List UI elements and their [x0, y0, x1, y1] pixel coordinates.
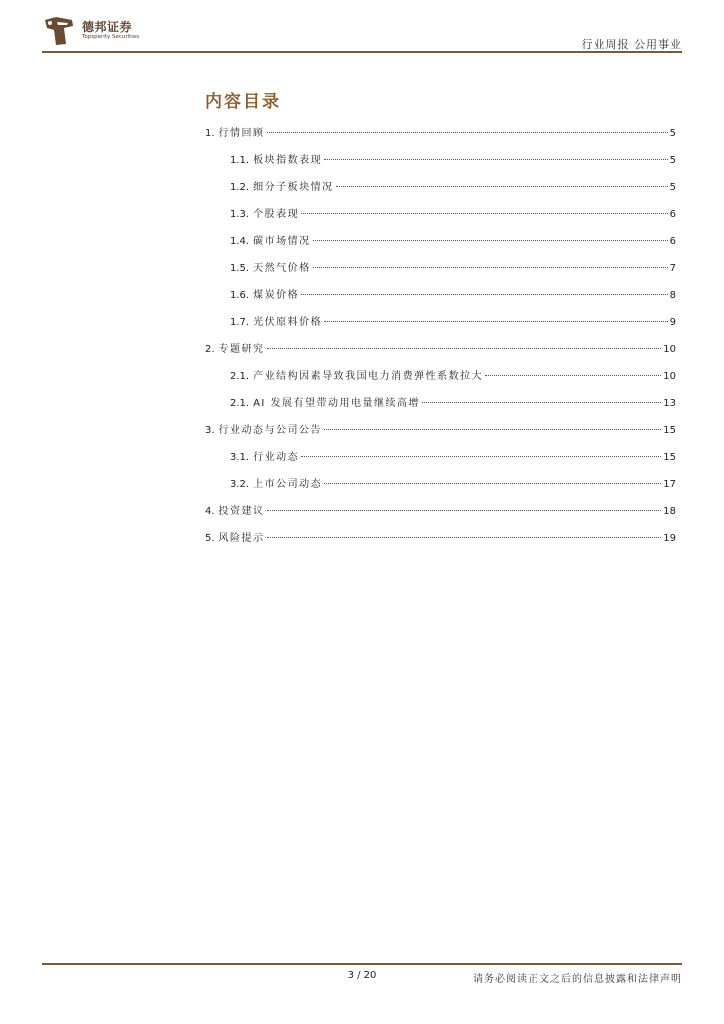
toc-entry-number: 3.2. — [230, 479, 250, 490]
toc-dot-leader — [422, 402, 661, 403]
toc-dot-leader — [301, 213, 668, 214]
toc-entry-title: 个股表现 — [253, 209, 300, 220]
toc-entry-page: 8 — [669, 290, 676, 301]
toc-entry-page: 5 — [669, 128, 676, 139]
toc-entry-page: 15 — [663, 425, 676, 436]
toc-entry-number: 1.4. — [230, 236, 250, 247]
toc-dot-leader — [313, 267, 668, 268]
toc-entry-number: 5. — [205, 533, 215, 544]
toc-entry-title: 碳市场情况 — [253, 236, 311, 247]
toc-entry-number: 1.6. — [230, 290, 250, 301]
toc-dot-leader — [267, 537, 662, 538]
toc-entry-title: 行业动态 — [253, 452, 300, 463]
toc-entry-page: 10 — [663, 371, 676, 382]
toc-entry-number: 1.2. — [230, 182, 250, 193]
toc-entry-number: 1.1. — [230, 155, 250, 166]
toc-dot-leader — [324, 159, 668, 160]
toc-entry-number: 2.1. — [230, 398, 250, 409]
toc-entry-number: 2. — [205, 344, 215, 355]
toc-entry-title: 产业结构因素导致我国电力消费弹性系数拉大 — [253, 371, 484, 382]
toc-entry[interactable] — [205, 259, 676, 286]
toc-entry-title: 行情回顾 — [218, 128, 265, 139]
toc-entry[interactable] — [205, 124, 676, 151]
toc-entry-title: 煤炭价格 — [253, 290, 300, 301]
toc-entry-title: 板块指数表现 — [253, 155, 323, 166]
toc-entry-number: 1.3. — [230, 209, 250, 220]
toc-entry-page: 7 — [669, 263, 676, 274]
toc-entry-page: 15 — [663, 452, 676, 463]
toc-dot-leader — [313, 240, 668, 241]
toc-entry[interactable] — [205, 367, 676, 394]
toc-dot-leader — [324, 321, 668, 322]
toc-dot-leader — [485, 375, 661, 376]
toc-entry-title: 风险提示 — [218, 533, 265, 544]
toc-dot-leader — [336, 186, 668, 187]
toc-entry-page: 19 — [663, 533, 676, 544]
company-logo — [42, 14, 152, 48]
logo-mark-icon — [42, 14, 76, 48]
toc-entry-number: 1.5. — [230, 263, 250, 274]
toc-entry[interactable] — [205, 502, 676, 529]
toc-entry[interactable] — [205, 340, 676, 367]
toc-dot-leader — [267, 132, 668, 133]
toc-dot-leader — [324, 429, 661, 430]
toc-entry[interactable] — [205, 286, 676, 313]
toc-entry-number: 3. — [205, 425, 215, 436]
toc-entry-number: 1. — [205, 128, 215, 139]
toc-entry-number: 4. — [205, 506, 215, 517]
footer-divider — [42, 963, 682, 965]
toc-dot-leader — [324, 483, 661, 484]
toc-entry[interactable] — [205, 313, 676, 340]
toc-entry[interactable] — [205, 475, 676, 502]
toc-entry[interactable] — [205, 394, 676, 421]
toc-dot-leader — [301, 294, 668, 295]
toc-entry-page: 9 — [669, 317, 676, 328]
logo-chinese-name: 德邦证券 — [82, 20, 133, 34]
toc-entry-number: 3.1. — [230, 452, 250, 463]
toc-entry-title: 光伏原料价格 — [253, 317, 323, 328]
table-of-contents — [205, 124, 676, 556]
toc-entry-title: 上市公司动态 — [253, 479, 323, 490]
toc-entry[interactable] — [205, 151, 676, 178]
header-divider — [42, 51, 682, 53]
toc-dot-leader — [301, 456, 661, 457]
toc-entry[interactable] — [205, 421, 676, 448]
toc-entry-page: 13 — [663, 398, 676, 409]
toc-entry-page: 6 — [669, 209, 676, 220]
toc-entry-title: 投资建议 — [218, 506, 265, 517]
report-type-label: 行业周报 公用事业 — [581, 38, 682, 51]
toc-entry-title: AI 发展有望带动用电量继续高增 — [253, 398, 421, 409]
toc-entry[interactable] — [205, 178, 676, 205]
toc-entry[interactable] — [205, 205, 676, 232]
toc-entry-page: 5 — [669, 182, 676, 193]
toc-entry-page: 10 — [663, 344, 676, 355]
toc-dot-leader — [267, 348, 662, 349]
toc-entry-title: 细分子板块情况 — [253, 182, 334, 193]
toc-title: 内容目录 — [205, 92, 281, 112]
toc-entry[interactable] — [205, 529, 676, 556]
page-header — [0, 0, 724, 56]
toc-entry-title: 专题研究 — [218, 344, 265, 355]
toc-entry-page: 5 — [669, 155, 676, 166]
toc-entry-number: 2.1. — [230, 371, 250, 382]
toc-entry-page: 18 — [663, 506, 676, 517]
toc-entry[interactable] — [205, 232, 676, 259]
toc-entry-number: 1.7. — [230, 317, 250, 328]
toc-entry[interactable] — [205, 448, 676, 475]
toc-entry-page: 17 — [663, 479, 676, 490]
page-number: 3 / 20 — [347, 970, 377, 981]
footer-disclaimer: 请务必阅读正文之后的信息披露和法律声明 — [473, 974, 682, 985]
logo-english-name: Topsperity Securities — [82, 34, 140, 40]
toc-entry-title: 天然气价格 — [253, 263, 311, 274]
toc-entry-page: 6 — [669, 236, 676, 247]
toc-entry-title: 行业动态与公司公告 — [218, 425, 323, 436]
toc-dot-leader — [267, 510, 662, 511]
